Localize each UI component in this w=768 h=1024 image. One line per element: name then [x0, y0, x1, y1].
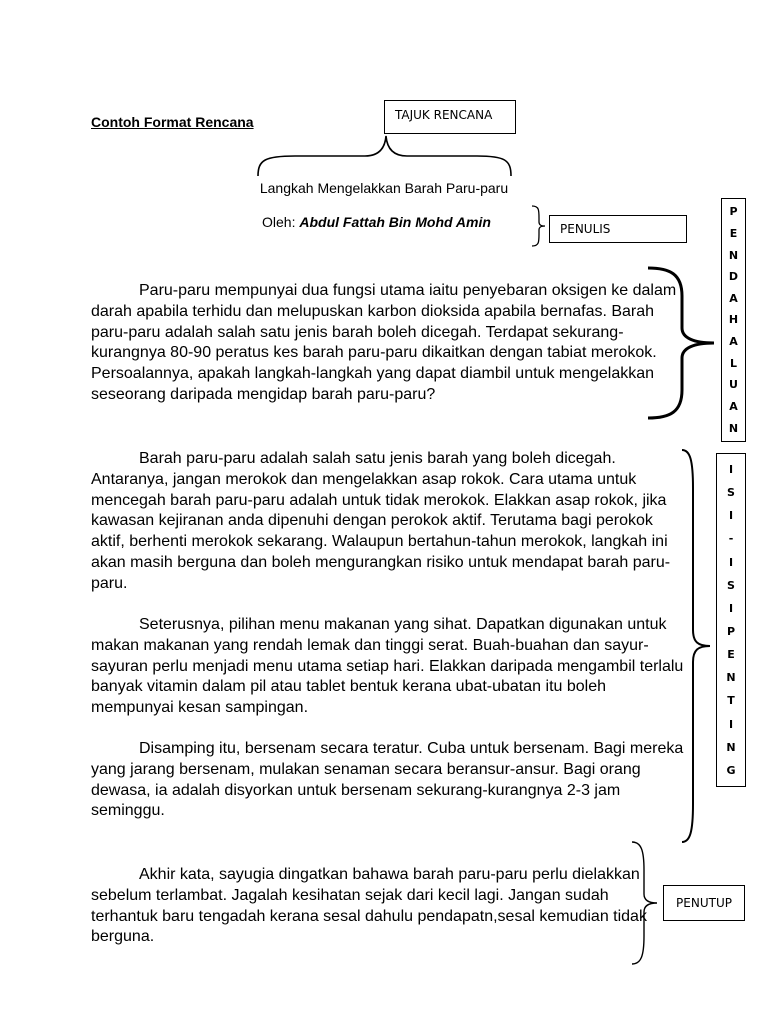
writer-label-text: PENULIS [560, 222, 611, 236]
closing-label-box [663, 885, 745, 921]
vertical-letter: U [729, 378, 738, 392]
paragraph-intro [91, 281, 687, 406]
title-brace [255, 134, 515, 178]
title-label-text: TAJUK RENCANA [395, 108, 493, 122]
vertical-letter: E [729, 226, 738, 240]
vertical-letter: S [727, 486, 735, 500]
writer-brace [531, 204, 547, 248]
vertical-letter: P [726, 625, 736, 639]
vertical-letter: H [728, 313, 739, 327]
vertical-letter: A [729, 291, 738, 305]
vertical-letter: G [726, 763, 736, 777]
paragraph-closing [91, 865, 651, 948]
article-title: Langkah Mengelakkan Barah Paru-paru [259, 180, 509, 196]
paragraph-body-1-text: Barah paru-paru adalah salah satu jenis barah yang boleh dicegah. Antaranya, jangan merokok dan mengelakkan asap rokok. Cara utama untuk mencegah barah paru-paru adalah untuk tidak merokok. Elakkan asap rokok, jika kawasan kejiranan anda dipenuhi dengan perokok aktif. Terutama bagi perokok aktif, berhenti merokok sekarang. Walaupun bertahun-tahun merokok, langkah ini akan masih berguna dan boleh mengurangkan risiko untuk mendapat barah paru-paru. [91, 450, 671, 592]
paragraph-body-1 [91, 449, 687, 595]
paragraph-body-2-text: Seterusnya, pilihan menu makanan yang sihat. Dapatkan digunakan untuk makan makanan yang rendah lemak dan tinggi serat. Buah-buahan dan sayur-sayuran perlu menjadi menu utama setiap hari. Elakkan daripada mengambil terlalu banyak vitamin dalam pil atau tablet bentuk kerana ubat-ubatan itu boleh mempunyai kesan sampingan. [91, 616, 684, 717]
vertical-letter: N [728, 421, 739, 435]
vertical-letter: N [726, 740, 736, 754]
vertical-letter: N [728, 248, 739, 262]
vertical-letter: D [728, 270, 739, 284]
vertical-letter: A [729, 335, 738, 349]
title-label-box [384, 100, 516, 134]
byline [262, 214, 491, 230]
document-heading: Contoh Format Rencana [91, 114, 254, 130]
writer-label-box [549, 215, 687, 243]
paragraph-intro-text: Paru-paru mempunyai dua fungsi utama iaitu penyebaran oksigen ke dalam darah apabila terhidu dan melupuskan karbon dioksida apabila bernafas. Barah paru-paru adalah salah satu jenis barah boleh dicegah. Terdapat sekurang-kurangnya 80-90 peratus kes barah paru-paru dikaitkan dengan tabiat merokok. Persoalannya, apakah langkah-langkah yang dapat diambil untuk mengelakkan seseorang daripada mengidap barah paru-paru? [91, 282, 677, 403]
byline-prefix: Oleh: [262, 214, 296, 230]
vertical-letter: - [728, 532, 734, 546]
vertical-letter: S [727, 578, 735, 592]
closing-brace [630, 840, 660, 966]
vertical-letter: I [728, 601, 734, 615]
closing-label-text: PENUTUP [676, 896, 732, 910]
body-brace [680, 448, 716, 844]
vertical-letter: T [727, 694, 735, 708]
paragraph-body-3-text: Disamping itu, bersenam secara teratur. Cuba untuk bersenam. Bagi mereka yang jarang bersenam, mulakan senaman secara beransur-ansur. Bagi orang dewasa, ia adalah disyorkan untuk bersenam sekurang-kurangnya 2-3 jam seminggu. [91, 740, 684, 820]
paragraph-closing-text: Akhir kata, sayugia dingatkan bahawa barah paru-paru perlu dielakkan sebelum terlambat. Jagalah kesihatan sejak dari kecil lagi. Jangan sudah terhantuk baru tengadah kerana sesal dahulu pendapatn,sesal kemudian tidak berguna. [91, 866, 647, 946]
intro-vertical-label [721, 198, 746, 442]
vertical-letter: I [728, 509, 734, 523]
vertical-letter: I [728, 717, 734, 731]
vertical-letter: P [729, 205, 738, 219]
intro-brace [646, 266, 718, 420]
vertical-letter: A [729, 399, 738, 413]
author-name: Abdul Fattah Bin Mohd Amin [299, 214, 491, 230]
vertical-letter: L [729, 356, 737, 370]
paragraph-body-2 [91, 615, 687, 719]
vertical-letter: N [726, 671, 736, 685]
paragraph-body-3 [91, 739, 687, 822]
vertical-letter: E [727, 648, 735, 662]
vertical-letter: I [728, 555, 734, 569]
body-vertical-label [716, 453, 746, 787]
vertical-letter: I [728, 463, 734, 477]
